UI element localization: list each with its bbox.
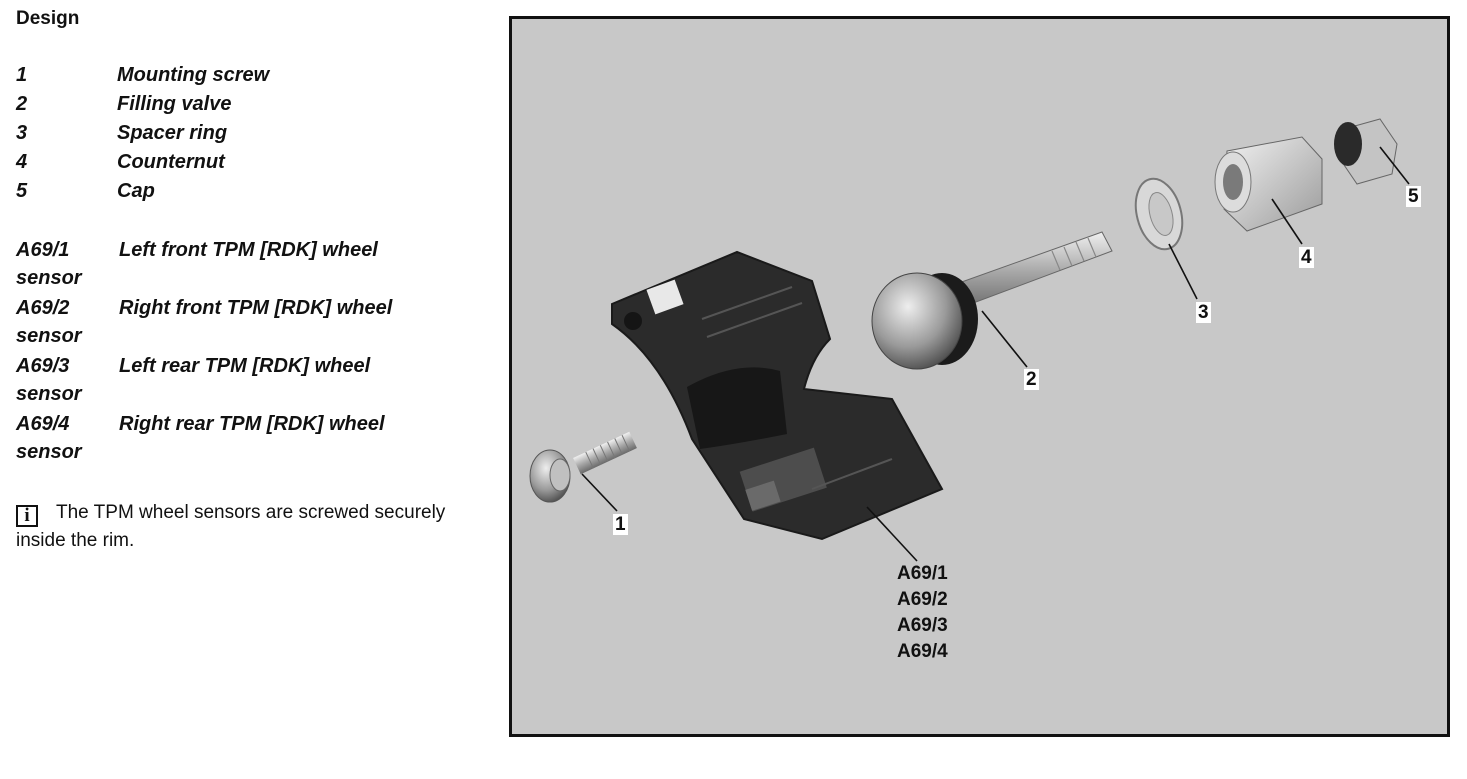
callout-4: 4 bbox=[1301, 247, 1312, 268]
cap bbox=[1334, 119, 1397, 184]
callout-2: 2 bbox=[1026, 369, 1037, 390]
callout-3: 3 bbox=[1198, 302, 1209, 323]
sensor-label: Left rear TPM [RDK] wheel bbox=[119, 355, 371, 377]
legend-number: 3 bbox=[16, 122, 28, 144]
sensor-code: A69/1 bbox=[16, 239, 70, 261]
sensor-label-cont: sensor bbox=[16, 441, 82, 463]
figure-sensor-label: A69/2 bbox=[897, 589, 948, 610]
figure-sensor-label: A69/4 bbox=[897, 641, 948, 662]
sensor-item bbox=[16, 352, 456, 408]
mounting-screw bbox=[530, 432, 637, 502]
figure-sensor-label: A69/1 bbox=[897, 563, 948, 584]
page-title: Design bbox=[16, 8, 80, 29]
sensor-item bbox=[16, 236, 456, 292]
legend-label: Spacer ring bbox=[117, 122, 228, 144]
legend-number: 2 bbox=[16, 93, 28, 115]
filling-valve bbox=[872, 232, 1112, 369]
info-icon: i bbox=[16, 505, 38, 527]
spacer-ring bbox=[1128, 174, 1189, 255]
sensor-code: A69/4 bbox=[16, 413, 70, 435]
exploded-view-figure bbox=[509, 16, 1450, 737]
sensor-code: A69/3 bbox=[16, 355, 70, 377]
legend-label: Cap bbox=[117, 180, 155, 202]
legend-label: Filling valve bbox=[117, 93, 232, 115]
sensor-label: Right front TPM [RDK] wheel bbox=[119, 297, 393, 319]
legend-label: Mounting screw bbox=[117, 64, 270, 86]
sensor-label-cont: sensor bbox=[16, 325, 82, 347]
figure-illustration bbox=[512, 19, 1447, 734]
sensor-label-cont: sensor bbox=[16, 383, 82, 405]
figure-sensor-label: A69/3 bbox=[897, 615, 948, 636]
sensor-item bbox=[16, 410, 456, 466]
sensor-label: Left front TPM [RDK] wheel bbox=[119, 239, 378, 261]
legend-number: 1 bbox=[16, 64, 28, 86]
info-note-text: The TPM wheel sensors are screwed securely inside the rim. bbox=[16, 502, 446, 551]
counternut bbox=[1215, 137, 1322, 231]
info-note bbox=[16, 499, 456, 554]
legend-number: 4 bbox=[16, 151, 28, 173]
sensor-item bbox=[16, 294, 456, 350]
sensor-label: Right rear TPM [RDK] wheel bbox=[119, 413, 385, 435]
sensor-label-cont: sensor bbox=[16, 267, 82, 289]
figure-sensor-labels bbox=[897, 561, 948, 665]
legend-number: 5 bbox=[16, 180, 28, 202]
legend-label: Counternut bbox=[117, 151, 225, 173]
callout-5: 5 bbox=[1408, 186, 1419, 207]
callout-1: 1 bbox=[615, 514, 626, 535]
sensor-code: A69/2 bbox=[16, 297, 70, 319]
